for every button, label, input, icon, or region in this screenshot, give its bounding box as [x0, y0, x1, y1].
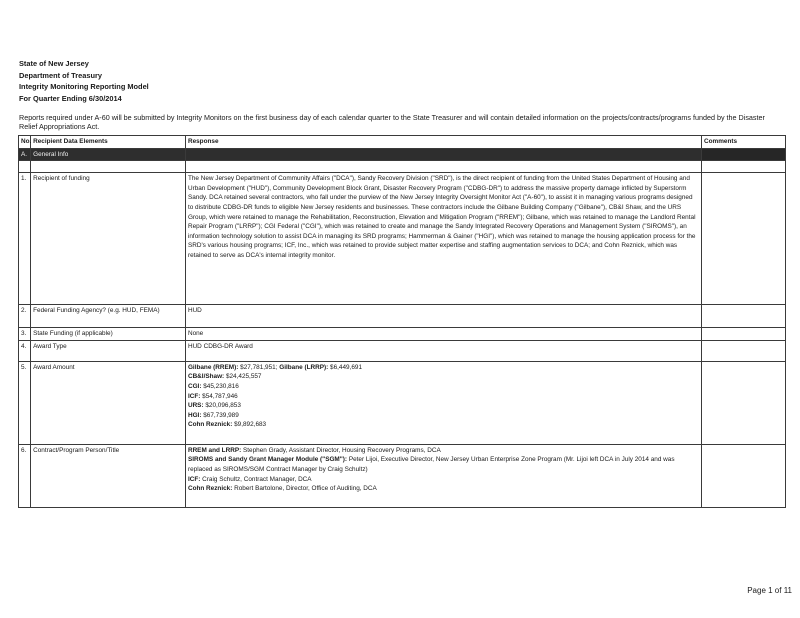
contact-value: Robert Bartolone, Director, Office of Auditing, DCA	[232, 485, 377, 493]
contact-line-cohn-reznick	[188, 484, 699, 494]
contact-label: Cohn Reznick:	[187, 485, 233, 493]
spacer-row	[19, 161, 786, 173]
intro-paragraph: Reports required under A-60 will be submitted by Integrity Monitors on the first business day of each calendar quarter to the State Treasurer and will contain detailed information on the projects/contracts/programs funded by the Disaster Relief Appropriations Act.	[19, 113, 765, 132]
row-no: 6.	[19, 444, 31, 507]
table-row	[19, 328, 786, 341]
contact-line-icf	[188, 475, 699, 485]
row-no: 2.	[19, 305, 31, 328]
award-line-cohn-reznick	[188, 420, 699, 430]
header-response: Response	[185, 136, 701, 149]
award-label: Gilbane (LRRP):	[279, 363, 329, 371]
award-value: $6,449,691	[328, 363, 363, 371]
table-row	[19, 361, 786, 444]
contact-label: RREM and LRRP:	[187, 446, 242, 454]
row-no: 5.	[19, 361, 31, 444]
document-header	[19, 58, 149, 104]
section-label: General Info	[31, 148, 186, 161]
award-label: Gilbane (RREM):	[187, 363, 239, 371]
row-no: 4.	[19, 340, 31, 361]
award-value: $9,892,683	[232, 421, 267, 429]
row-comments	[702, 361, 786, 444]
header-model-title: Integrity Monitoring Reporting Model	[19, 82, 149, 92]
row-response	[185, 361, 701, 444]
row-response: HUD	[185, 305, 701, 328]
award-label: HGI:	[187, 411, 202, 419]
header-no: No.	[19, 136, 31, 149]
contact-line-siroms-sgm	[188, 455, 699, 474]
row-response	[185, 444, 701, 507]
row-element: Award Amount	[31, 361, 186, 444]
row-response: None	[185, 328, 701, 341]
row-response: HUD CDBG-DR Award	[185, 340, 701, 361]
row-no: 1.	[19, 173, 31, 305]
row-comments	[702, 340, 786, 361]
row-no: 3.	[19, 328, 31, 341]
award-label: CB&I/Shaw:	[187, 373, 225, 381]
award-label: URS:	[187, 402, 204, 410]
table-header-row	[19, 136, 786, 149]
award-value: $24,425,557	[224, 373, 262, 381]
table-row	[19, 444, 786, 507]
award-value: $20,096,853	[203, 402, 241, 410]
header-department: Department of Treasury	[19, 70, 102, 80]
table-row	[19, 340, 786, 361]
award-line-gilbane	[188, 363, 699, 373]
row-element: Federal Funding Agency? (e.g. HUD, FEMA)	[31, 305, 186, 328]
row-response: The New Jersey Department of Community Affairs ("DCA"), Sandy Recovery Division ("SRD"), is the direct recipient of funding from the United States Department of Housing and Urban Development ("HUD"), Community Development Block Grant, Disaster Recovery Program ("CDBG-DR") to address the massive property damage inflicted by Superstorm Sandy. DCA retained several contractors, who fall under the purview of the New Jersey Integrity Oversight Monitor Act ("A-60"), to assist it in managing various programs designed to distribute CDBG-DR funds to eligible New Jersey residents and businesses. These contractors include the Gilbane Building Company ("Gilbane"), CB&I Shaw, and the URS Group, which were retained to manage the Rehabilitation, Reconstruction, Elevation and Mitigation Program ("RREM"); Gilbane, which was retained to manage the Landlord Rental Repair Program ("LRRP"); CGI Federal ("CGI"), which was retained to create and manage the Sandy Integrated Recovery Operations and Management System ("SIROMS"), an information technology solution to assist DCA in managing its SRD programs; Hammerman & Gainer ("HGI"), which was retained to manage the housing application process for the SRD's various housing programs; ICF, Inc., which was retained to provide subject matter expertise and staffing augmentation services to DCA; and Cohn Reznick, which was retained to serve as DCA's internal integrity monitor.	[185, 173, 701, 305]
award-line-cgi	[188, 382, 699, 392]
row-comments	[702, 173, 786, 305]
award-value: $67,739,989	[201, 411, 239, 419]
award-label: Cohn Reznick:	[187, 421, 233, 429]
contact-value: Peter Lijoi, Executive Director, New Jersey Urban Enterprise Zone Program (Mr. Lijoi left DCA in July 2014 and was replaced as SIROMS/SGM Contract Manager by Craig Schultz)	[187, 456, 675, 473]
award-line-icf	[188, 392, 699, 402]
header-state: State of New Jersey	[19, 59, 89, 68]
page-number: Page 1 of 11	[747, 586, 792, 595]
table-row	[19, 173, 786, 305]
contact-line-rrem-lrrp	[188, 446, 699, 456]
contact-value: Craig Schultz, Contract Manager, DCA	[200, 475, 312, 483]
row-comments	[702, 305, 786, 328]
table-row	[19, 305, 786, 328]
award-label: ICF:	[187, 392, 201, 400]
header-quarter: For Quarter Ending 6/30/2014	[19, 93, 122, 103]
award-line-urs	[188, 401, 699, 411]
row-element: State Funding (if applicable)	[31, 328, 186, 341]
header-element: Recipient Data Elements	[31, 136, 186, 149]
award-value: $27,781,951;	[238, 363, 280, 371]
row-comments	[702, 328, 786, 341]
section-no: A.	[19, 148, 31, 161]
row-comments	[702, 444, 786, 507]
row-element: Contract/Program Person/Title	[31, 444, 186, 507]
award-line-cbi-shaw	[188, 372, 699, 382]
contact-label: SIROMS and Sandy Grant Manager Module ("SGM"):	[187, 456, 348, 464]
award-value: $45,230,816	[201, 382, 239, 390]
award-label: CGI:	[187, 382, 202, 390]
header-comments: Comments	[702, 136, 786, 149]
report-table	[18, 135, 786, 508]
contact-value: Stephen Grady, Assistant Director, Housing Recovery Programs, DCA	[241, 446, 441, 454]
award-value: $54,787,946	[200, 392, 238, 400]
row-element: Recipient of funding	[31, 173, 186, 305]
row-element: Award Type	[31, 340, 186, 361]
award-line-hgi	[188, 411, 699, 421]
contact-label: ICF:	[187, 475, 201, 483]
section-row-general-info	[19, 148, 786, 161]
